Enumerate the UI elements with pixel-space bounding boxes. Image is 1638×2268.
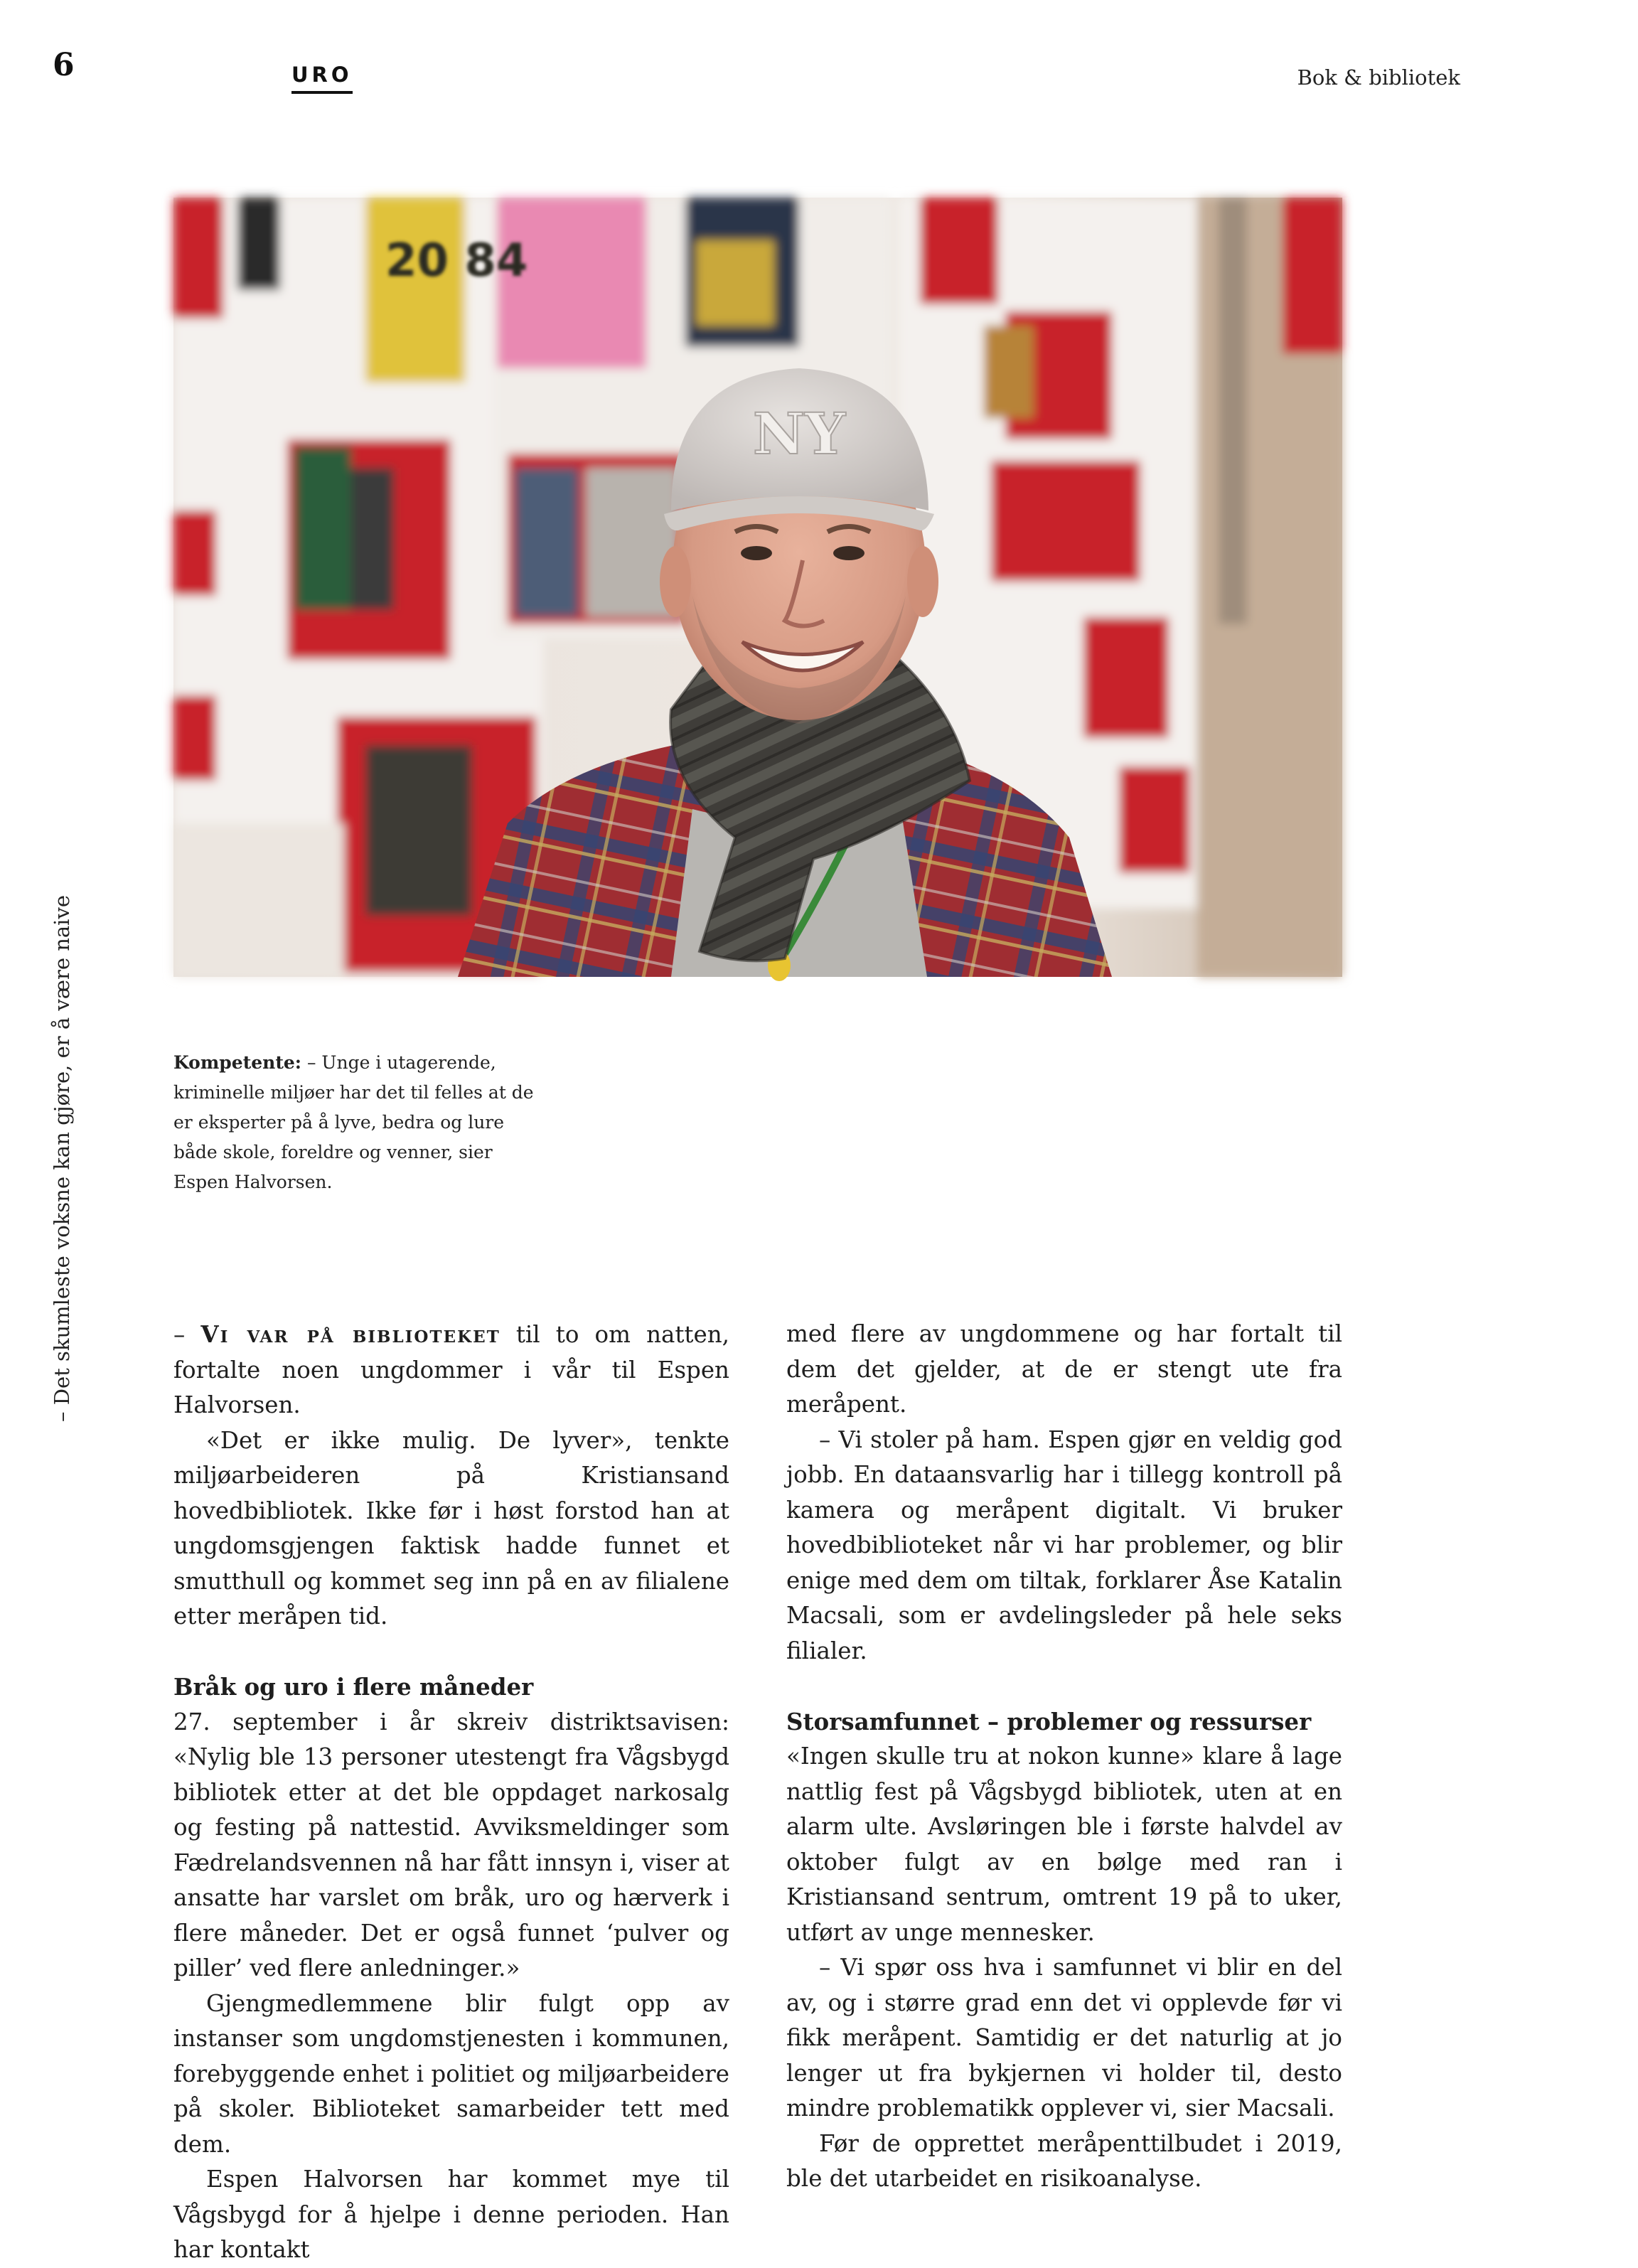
intro-paragraph [173,1317,729,1423]
portrait-photo [173,198,1342,977]
intro-dash: – [173,1321,201,1348]
article-column-left [173,1317,729,2268]
paragraph: «Det er ikke mulig. De lyver», tenkte miljøarbeideren på Kristiansand hovedbibliotek. Ikke før i høst forstod han at ungdomsgjengen faktisk hadde funnet et smutthull og kommet seg inn på en av filialene etter meråpen tid. [173,1426,729,1630]
photo-caption [173,1048,543,1197]
paragraph: «Ingen skulle tru at nokon kunne» klare å lage nattlig fest på Vågsbygd bibliotek, uten at en alarm ulte. Avsløringen ble i første halvdel av oktober fulgt av en bølge med ran i Kristiansand sentrum, omtrent 19 på to uker, utført av unge mennesker. [786,1743,1342,1946]
cap-logo-icon: NY [752,400,846,467]
paragraph: – Vi stoler på ham. Espen gjør en veldig god jobb. En dataansvarlig har i tillegg kontroll på kamera og meråpent digitalt. Vi bruker hovedbiblioteket når vi har problemer, og blir enige med dem om tiltak, forklarer Åse Katalin Macsali, som er avdelingsleder på hele seks filialer. [786,1425,1342,1664]
subheading: Bråk og uro i flere måneder [173,1673,534,1701]
paragraph: Før de opprettet meråpenttilbudet i 2019, ble det utarbeidet en risikoanalyse. [786,2129,1342,2192]
caption-text: – Unge i utagerende, kriminelle miljøer har det til felles at de er eksperter på å lyve, bedra og lure både skole, foreldre og venner, sier Espen Halvorsen. [173,1052,534,1192]
paragraph: – Vi spør oss hva i samfunnet vi blir en del av, og i større grad enn det vi opplevde før vi fikk meråpent. Samtidig er det naturlig at jo lenger ut fra bykjernen vi holder til, desto mindre problematikk opplever vi, sier Macsali. [786,1954,1342,2122]
page-number: 6 [53,47,75,83]
publication-name: Bok & bibliotek [1297,65,1460,90]
paragraph: Espen Halvorsen har kommet mye til Vågsbygd for å hjelpe i denne perioden. Han har kontakt [173,2166,729,2263]
paragraph: 27. september i år skreiv distriktsavisen: «Nylig ble 13 personer utestengt fra Vågsbygd bibliotek etter at det ble oppdaget narkosalg og festing på nattestid. Avviksmeldinger som Fædrelandsvennen nå har fått innsyn i, viser at ansatte har varslet om bråk, uro og hærverk i flere måneder. Det er også funnet ‘pulver og piller’ ved flere anledninger.» [173,1708,729,1981]
intro-lead-caps: Vi var på biblioteket [200,1320,500,1348]
paragraph: Gjengmedlemmene blir fulgt opp av instanser som ungdomstjenesten i kommunen, forebyggende enhet i politiet og miljøarbeidere på skoler. Biblioteket samarbeider tett med dem. [173,1989,729,2158]
subheading: Storsamfunnet – problemer og ressurser [786,1707,1312,1735]
paragraph: med flere av ungdommene og har fortalt til dem det gjelder, at de er stengt ute fra meråpent. [786,1320,1342,1418]
caption-lead: Kompetente: [173,1052,302,1073]
article-column-right [786,1317,1342,2197]
side-pull-quote: – Det skumleste voksne kan gjøre, er å være naive [50,894,74,1422]
book-cover-text: 20 84 [385,235,528,287]
intro-rest: til to om natten, fortalte noen ungdommer i vår til Espen Halvorsen. [173,1321,729,1418]
section-tag: URO [291,63,353,94]
